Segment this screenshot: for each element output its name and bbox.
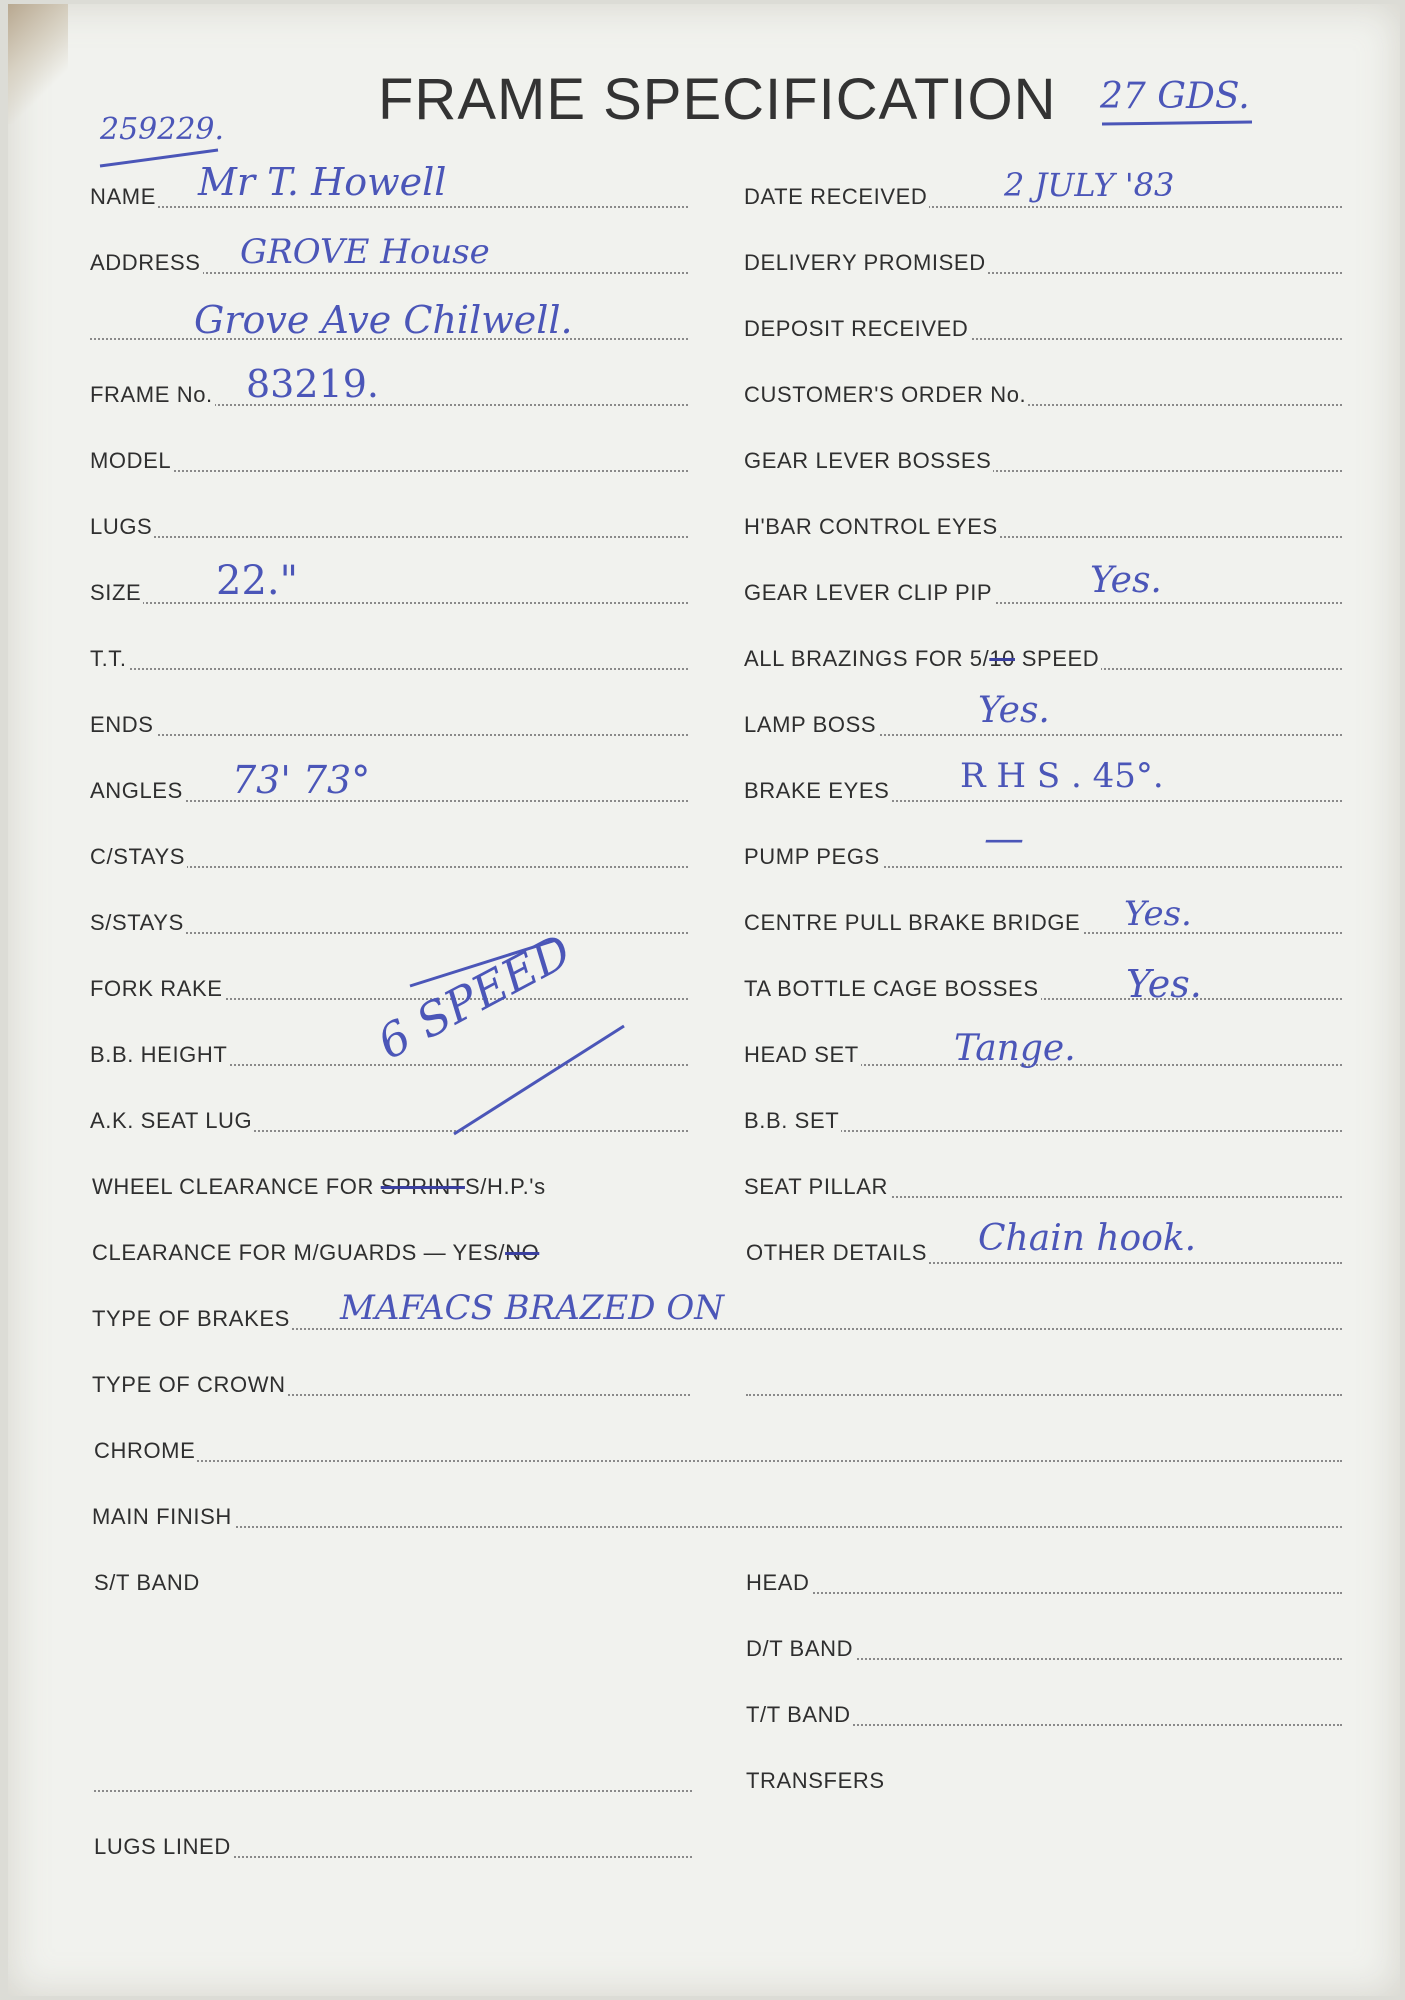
label-brake-eyes: BRAKE EYES [744, 778, 890, 803]
handwritten-ref-number: 259229. [100, 112, 225, 147]
label-head: HEAD [746, 1570, 810, 1595]
label-customers-order-no: CUSTOMER'S ORDER No. [744, 382, 1027, 407]
label-lamp-boss: LAMP BOSS [744, 712, 877, 737]
speed-slash-top [410, 940, 556, 986]
handwritten-name: Mr T. Howell [198, 160, 447, 204]
handwritten-type-of-brakes: MAFACS BRAZED ON [340, 1288, 724, 1328]
handwritten-lamp-boss: Yes. [978, 690, 1050, 731]
ink-strokes [8, 4, 1400, 1996]
handwritten-angles: 73' 73° [232, 758, 371, 802]
label-type-of-crown: TYPE OF CROWN [92, 1372, 286, 1397]
label-gear-lever-bosses: GEAR LEVER BOSSES [744, 448, 992, 473]
label-fork-rake: FORK RAKE [90, 976, 223, 1001]
handwritten-date-received: 2 JULY '83 [1004, 166, 1175, 204]
label-head-set: HEAD SET [744, 1042, 859, 1067]
label-tt-band: T/T BAND [746, 1702, 851, 1727]
handwritten-frame-no: 83219. [246, 362, 379, 406]
handwritten-ta-bottle: Yes. [1126, 962, 1202, 1006]
label-ta-bottle: TA BOTTLE CAGE BOSSES [744, 976, 1039, 1001]
label-wheel-clearance: WHEEL CLEARANCE FOR SPRINTS/H.P.'s [92, 1174, 546, 1199]
form-title: FRAME SPECIFICATION [378, 67, 1057, 132]
label-c-stays: C/STAYS [90, 844, 186, 869]
handwritten-pump-pegs: — [984, 816, 1024, 862]
label-size: SIZE [90, 580, 142, 605]
label-date-received: DATE RECEIVED [744, 184, 928, 209]
handwritten-order-code: 27 GDS. [1100, 76, 1250, 117]
label-seat-pillar: SEAT PILLAR [744, 1174, 888, 1199]
handwritten-head-set: Tange. [954, 1028, 1076, 1069]
label-hbar-control-eyes: H'BAR CONTROL EYES [744, 514, 998, 539]
label-st-band: S/T BAND [94, 1570, 200, 1595]
label-dt-band: D/T BAND [746, 1636, 854, 1661]
label-ak-seat-lug: A.K. SEAT LUG [90, 1108, 253, 1133]
label-angles: ANGLES [90, 778, 183, 803]
label-main-finish: MAIN FINISH [92, 1504, 232, 1529]
handwritten-gear-lever-clip-pip: Yes. [1090, 560, 1162, 601]
label-name: NAME [90, 184, 156, 209]
label-centre-pull: CENTRE PULL BRAKE BRIDGE [744, 910, 1081, 935]
label-frame-no: FRAME No. [90, 382, 213, 407]
speed-slash-bottom [454, 1026, 624, 1134]
label-ends: ENDS [90, 712, 154, 737]
handwritten-speed-note: 6 SPEED [368, 923, 580, 1070]
label-chrome: CHROME [94, 1438, 196, 1463]
handwritten-size: 22." [216, 558, 299, 604]
label-pump-pegs: PUMP PEGS [744, 844, 880, 869]
label-address: ADDRESS [90, 250, 201, 275]
label-delivery-promised: DELIVERY PROMISED [744, 250, 986, 275]
label-s-stays: S/STAYS [90, 910, 184, 935]
label-tt: T.T. [90, 646, 127, 671]
label-lugs-lined: LUGS LINED [94, 1834, 231, 1859]
label-other-details: OTHER DETAILS [746, 1240, 927, 1265]
label-bb-set: B.B. SET [744, 1108, 840, 1133]
label-gear-lever-clip-pip: GEAR LEVER CLIP PIP [744, 580, 993, 605]
handwritten-brake-eyes: R H S . 45°. [960, 756, 1164, 796]
label-mguards-clearance: CLEARANCE FOR M/GUARDS — YES/NO [92, 1240, 540, 1265]
handwritten-other-details: Chain hook. [978, 1218, 1197, 1259]
label-deposit-received: DEPOSIT RECEIVED [744, 316, 969, 341]
label-type-of-brakes: TYPE OF BRAKES [92, 1306, 290, 1331]
order-code-underline [1102, 122, 1252, 124]
frame-specification-sheet [8, 4, 1400, 1996]
label-lugs: LUGS [90, 514, 153, 539]
ref-underline [100, 150, 218, 166]
label-model: MODEL [90, 448, 172, 473]
label-all-brazings: ALL BRAZINGS FOR 5/10 SPEED [744, 646, 1100, 671]
handwritten-address-line1: GROVE House [240, 232, 490, 272]
handwritten-centre-pull: Yes. [1124, 894, 1192, 934]
label-transfers: TRANSFERS [746, 1768, 885, 1793]
label-bb-height: B.B. HEIGHT [90, 1042, 228, 1067]
handwritten-address-line2: Grove Ave Chilwell. [194, 298, 573, 342]
